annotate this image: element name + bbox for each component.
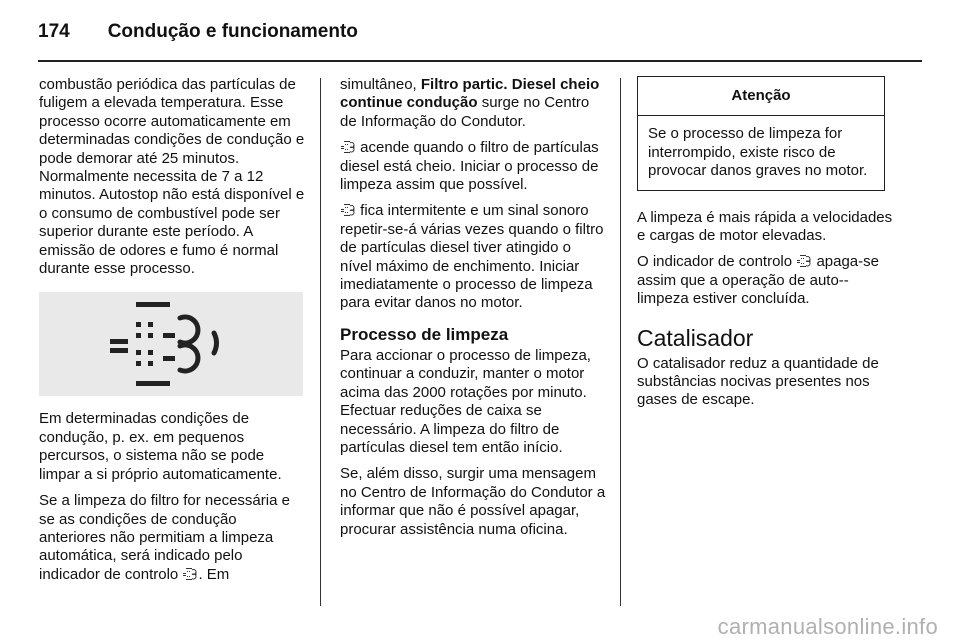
column-3 [637,76,899,418]
diesel-particulate-filter-icon [341,141,355,153]
dic-message: Filtro partic. Diesel cheio continue condução [340,76,600,112]
paragraph-regeneration: combustão periódica das partículas de fuligem a elevada temperatura. Esse processo ocorre automaticamente em determinadas condições de condução e pode demorar até 25 minutos. Normalmente necessita de 7 a 12 minutos. Autostop não está disponível e o consumo de combustível pode ser superior durante este período. A emissão de odores e fumo é normal durante esse processo. [39,76,305,278]
column-1 [39,76,307,592]
paragraph-indicator-off: O indicador de controlo apaga-se assim que a operação de auto--limpeza estiver concluída. [637,253,879,308]
paragraph-faster-cleaning: A limpeza é mais rápida a velocidades e cargas de motor elevadas. [637,208,893,245]
diesel-particulate-filter-icon [106,296,236,392]
site-watermark: carmanualsonline.info [717,614,938,639]
paragraph-indicator-flashing: fica intermitente e um sinal sonoro repetir-se-á várias vezes quando o filtro de partículas diesel tiver atingido o nível máximo de enchimento. Iniciar imediatamente o processo de limpeza para evitar danos no motor. [340,202,604,312]
paragraph-cleaning: Para accionar o processo de limpeza, continuar a conduzir, manter o motor acima das 2000 rotações por minuto. Efectuar reduções de caixa se necessário. A limpeza do filtro de partículas diesel tem então início. [340,346,591,456]
dpf-illustration [39,292,303,396]
paragraph-workshop: Se, além disso, surgir uma mensagem no Centro de Informação do Condutor a informar que não é possível apagar, procurar assistência numa oficina. [340,465,606,538]
column-divider-2 [620,78,621,606]
diesel-particulate-filter-icon [341,204,355,216]
attention-box [637,76,885,191]
header-rule [38,60,922,62]
paragraph-indicator: Se a limpeza do filtro for necessária e se as condições de condução anteriores não permitiam a limpeza automática, será indicado pelo indicador de controlo . Em [39,492,290,583]
heading-cleaning-process: Processo de limpeza [340,324,509,344]
column-2 [340,76,606,547]
chapter-title: Condução e funcionamento [107,21,358,42]
diesel-particulate-filter-icon [183,568,197,580]
heading-catalyst: Catalisador [637,324,754,351]
paragraph-catalyst: O catalisador reduz a quantidade de substâncias nocivas presentes nos gases de escape. [637,354,879,409]
attention-title: Atenção [638,77,884,116]
column-divider-1 [320,78,321,606]
paragraph-driver-info: simultâneo, Filtro partic. Diesel cheio continue condução surge no Centro de Informação do Condutor. [340,76,600,130]
paragraph-conditions: Em determinadas condições de condução, p. ex. em pequenos percursos, o sistema não se pode limpar a si próprio automaticamente. [39,410,282,483]
diesel-particulate-filter-icon [797,255,811,267]
paragraph-indicator-lit: acende quando o filtro de partículas diesel está cheio. Iniciar o processo de limpeza assim que possível. [340,139,599,194]
attention-body: Se o processo de limpeza for interrompido, existe risco de provocar danos graves no motor. [648,125,868,180]
page-number: 174 [38,21,70,42]
page-header [38,12,358,52]
